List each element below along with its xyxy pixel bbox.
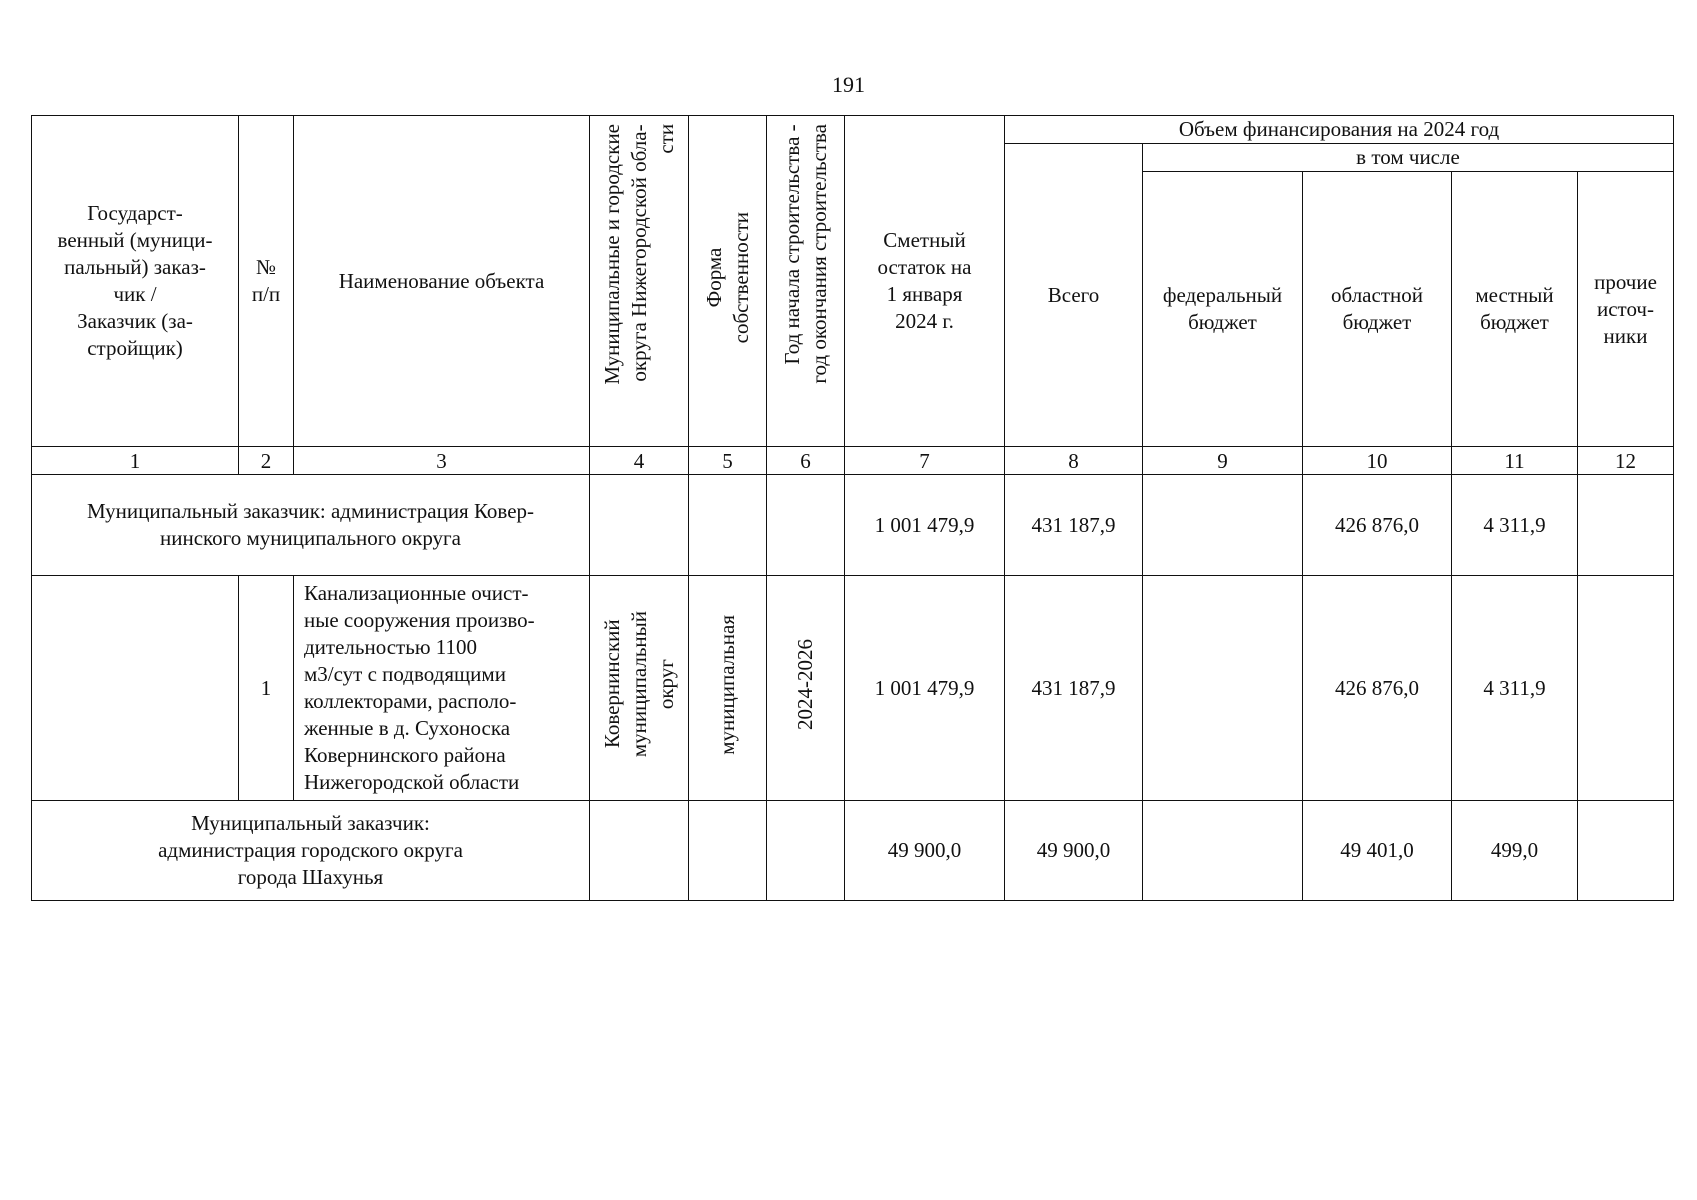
- federal-value: [1143, 576, 1303, 801]
- empty-cell: [590, 475, 689, 576]
- balance-value: 49 900,0: [845, 801, 1005, 901]
- object-years-text: 2024-2026: [793, 639, 817, 730]
- federal-value: [1143, 801, 1303, 901]
- financing-table: [31, 115, 1674, 901]
- header-municipalities: [590, 116, 689, 447]
- customer-label: Муниципальный заказчик: администрация городского округа города Шахунья: [32, 801, 590, 901]
- header-funding-group: Объем финансирования на 2024 год: [1005, 116, 1674, 144]
- column-number: 3: [294, 447, 590, 475]
- column-number: 6: [767, 447, 845, 475]
- balance-value: 1 001 479,9: [845, 475, 1005, 576]
- object-ownership-text: муниципальная: [715, 614, 739, 755]
- object-ownership: [689, 576, 767, 801]
- empty-cell: [32, 576, 239, 801]
- page-number: 191: [832, 72, 865, 97]
- column-number: 4: [590, 447, 689, 475]
- header-years-text: Год начала строительства - год окончания строительства: [779, 124, 831, 384]
- column-number: 9: [1143, 447, 1303, 475]
- header-years: [767, 116, 845, 447]
- total-value: 49 900,0: [1005, 801, 1143, 901]
- column-number: 8: [1005, 447, 1143, 475]
- column-number: 2: [239, 447, 294, 475]
- column-number: 1: [32, 447, 239, 475]
- other-value: [1578, 475, 1674, 576]
- empty-cell: [689, 475, 767, 576]
- customer-row-koverninsky: [32, 475, 1674, 576]
- header-ownership-text: Форма собственности: [701, 211, 753, 344]
- header-ownership: [689, 116, 767, 447]
- empty-cell: [590, 801, 689, 901]
- regional-value: 426 876,0: [1303, 475, 1452, 576]
- column-number: 5: [689, 447, 767, 475]
- column-number: 10: [1303, 447, 1452, 475]
- object-municipality-text: Ковернинский муниципальный округ: [599, 611, 678, 758]
- customer-label: Муниципальный заказчик: администрация Ковер- нинского муниципального округа: [32, 475, 590, 576]
- column-number-row: [32, 447, 1674, 475]
- empty-cell: [767, 801, 845, 901]
- header-regional: областной бюджет: [1303, 172, 1452, 447]
- regional-value: 49 401,0: [1303, 801, 1452, 901]
- object-number: 1: [239, 576, 294, 801]
- column-number: 12: [1578, 447, 1674, 475]
- header-customer: Государст- венный (муници- пальный) заказ- чик / Заказчик (за- стройщик): [32, 116, 239, 447]
- header-number: № п/п: [239, 116, 294, 447]
- column-number: 11: [1452, 447, 1578, 475]
- other-value: [1578, 576, 1674, 801]
- balance-value: 1 001 479,9: [845, 576, 1005, 801]
- column-number: 7: [845, 447, 1005, 475]
- header-including: в том числе: [1143, 144, 1674, 172]
- other-value: [1578, 801, 1674, 901]
- regional-value: 426 876,0: [1303, 576, 1452, 801]
- header-local: местный бюджет: [1452, 172, 1578, 447]
- total-value: 431 187,9: [1005, 576, 1143, 801]
- header-balance: Сметный остаток на 1 января 2024 г.: [845, 116, 1005, 447]
- header-total: Всего: [1005, 144, 1143, 447]
- header-object-name: Наименование объекта: [294, 116, 590, 447]
- empty-cell: [767, 475, 845, 576]
- local-value: 4 311,9: [1452, 576, 1578, 801]
- federal-value: [1143, 475, 1303, 576]
- object-row-sewage-plant: [32, 576, 1674, 801]
- header-other: прочие источ- ники: [1578, 172, 1674, 447]
- object-name: Канализационные очист- ные сооружения произво- дительностью 1100 м3/сут с подводящими коллекторами, располо- женные в д. Сухоноска Ковернинского района Нижегородской области: [294, 576, 590, 801]
- total-value: 431 187,9: [1005, 475, 1143, 576]
- header-federal: федеральный бюджет: [1143, 172, 1303, 447]
- object-municipality: [590, 576, 689, 801]
- local-value: 4 311,9: [1452, 475, 1578, 576]
- object-years: [767, 576, 845, 801]
- customer-row-shakhunya: [32, 801, 1674, 901]
- header-municipalities-text: Муниципальные и городские округа Нижегородской обла- сти: [599, 124, 678, 385]
- empty-cell: [689, 801, 767, 901]
- header-row-1: [32, 116, 1674, 144]
- local-value: 499,0: [1452, 801, 1578, 901]
